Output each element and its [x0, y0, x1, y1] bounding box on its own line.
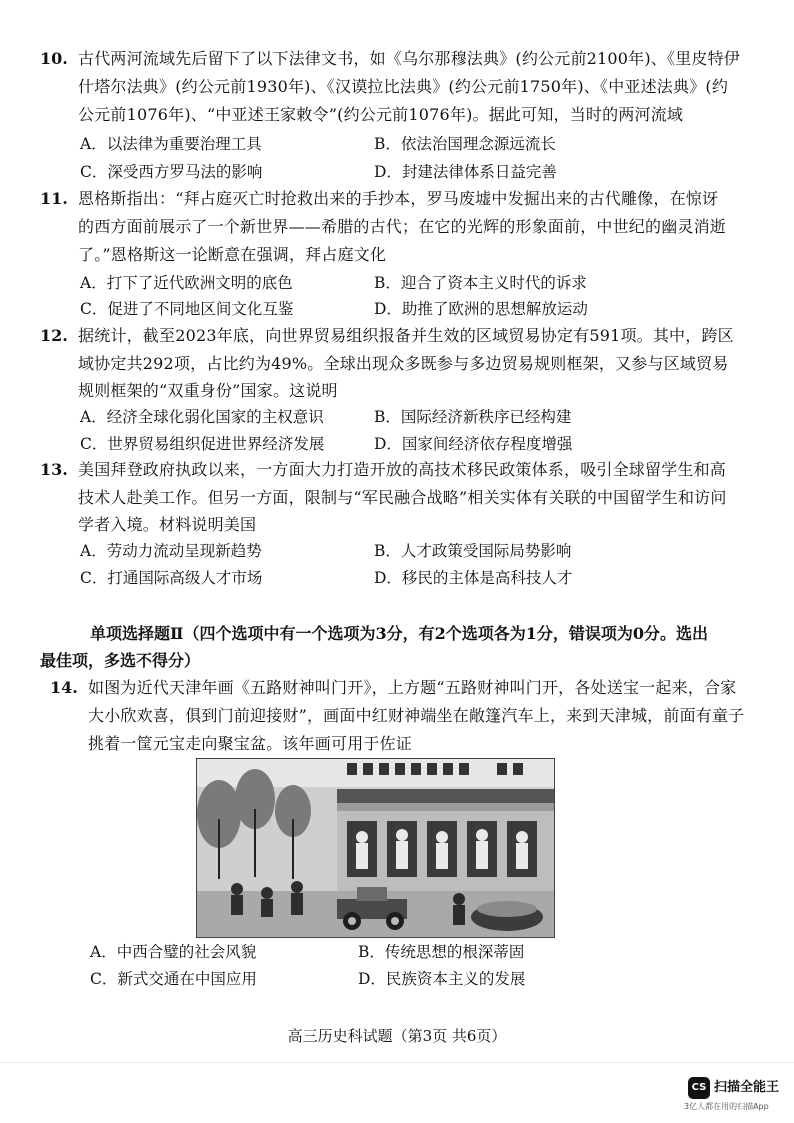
question-text-line: 域协定共292项，占比约为49%。全球出现众多既参与多边贸易规则框架，又参与区域贸易	[78, 354, 729, 373]
question-text-line: 了。”恩格斯这一论断意在强调，拜占庭文化	[78, 245, 387, 264]
option-b: B．依法治国理念源远流长	[374, 135, 556, 153]
question-text-line: 如图为近代天津年画《五路财神叫门开》，上方题“五路财神叫门开，各处送宝一起来，合家	[88, 678, 737, 697]
question-text-line: 的西方面前展示了一个新世界——希腊的古代；在它的光辉的形象面前，中世纪的幽灵消逝	[78, 217, 727, 236]
option-c: C．深受西方罗马法的影响	[80, 163, 263, 181]
option-a: A．打下了近代欧洲文明的底色	[80, 274, 293, 292]
camscanner-logo-icon: CS	[688, 1077, 710, 1099]
option-d: D．国家间经济依存程度增强	[374, 435, 573, 453]
watermark-title: 扫描全能王	[714, 1080, 780, 1095]
new-year-print-image	[196, 758, 555, 938]
question-text-line: 据统计，截至2023年底，向世界贸易组织报备并生效的区域贸易协定有591项。其中，跨区	[78, 326, 734, 345]
page-footer: 高三历史科试题（第3页 共6页）	[287, 1027, 507, 1045]
question-text-line: 古代两河流域先后留下了以下法律文书，如《乌尔那穆法典》(约公元前2100年)、《里皮特伊	[78, 49, 741, 68]
section-heading-line: 最佳项，多选不得分）	[40, 651, 201, 670]
question-text-line: 挑着一筐元宝走向聚宝盆。该年画可用于佐证	[88, 734, 413, 753]
option-d: D．移民的主体是高科技人才	[374, 569, 573, 587]
option-a: A．中西合璧的社会风貌	[90, 943, 257, 961]
question-text-line: 大小欣欢喜，俱到门前迎接财”，画面中红财神端坐在敞篷汽车上，来到天津城，前面有童子	[88, 706, 745, 725]
option-a: A．经济全球化弱化国家的主权意识	[80, 408, 324, 426]
question-text-line: 规则框架的“双重身份”国家。这说明	[78, 381, 338, 400]
option-a: A．劳动力流动呈现新趋势	[80, 542, 262, 560]
question-number: 14.	[50, 678, 78, 697]
question-number: 10.	[40, 49, 68, 68]
option-b: B．国际经济新秩序已经构建	[374, 408, 572, 426]
section-heading-line: 单项选择题Ⅱ（四个选项中有一个选项为3分，有2个选项各为1分，错误项为0分。选出	[90, 624, 709, 643]
option-c: C．促进了不同地区间文化互鉴	[80, 300, 294, 318]
question-number: 13.	[40, 460, 68, 479]
option-c: C．新式交通在中国应用	[90, 970, 257, 988]
option-d: D．助推了欧洲的思想解放运动	[374, 300, 588, 318]
option-d: D．封建法律体系日益完善	[374, 163, 557, 181]
new-year-print-illustration	[197, 759, 554, 937]
option-d: D．民族资本主义的发展	[358, 970, 526, 988]
question-number: 12.	[40, 326, 68, 345]
option-b: B．传统思想的根深蒂固	[358, 943, 525, 961]
question-text-line: 恩格斯指出：“拜占庭灭亡时抢救出来的手抄本，罗马废墟中发掘出来的古代雕像，在惊讶	[78, 189, 719, 208]
question-text-line: 美国拜登政府执政以来，一方面大力打造开放的高技术移民政策体系，吸引全球留学生和高	[78, 460, 727, 479]
question-text-line: 公元前1076年)、“中亚述王家敕令”(约公元前1076年)。据此可知，当时的两河流域	[78, 105, 684, 124]
option-c: C．打通国际高级人才市场	[80, 569, 263, 587]
option-b: B．迎合了资本主义时代的诉求	[374, 274, 587, 292]
option-c: C．世界贸易组织促进世界经济发展	[80, 435, 325, 453]
question-number: 11.	[40, 189, 68, 208]
footer-divider	[0, 1062, 794, 1063]
option-a: A．以法律为重要治理工具	[80, 135, 262, 153]
question-text-line: 技术人赴美工作。但另一方面，限制与“军民融合战略”相关实体有关联的中国留学生和访问	[78, 488, 727, 507]
question-text-line: 学者入境。材料说明美国	[78, 515, 257, 534]
watermark-subtitle: 3亿人都在用的扫描App	[684, 1102, 769, 1111]
option-b: B．人才政策受国际局势影响	[374, 542, 572, 560]
question-text-line: 什塔尔法典》(约公元前1930年)、《汉谟拉比法典》(约公元前1750年)、《中亚述法典》(约	[78, 77, 729, 96]
